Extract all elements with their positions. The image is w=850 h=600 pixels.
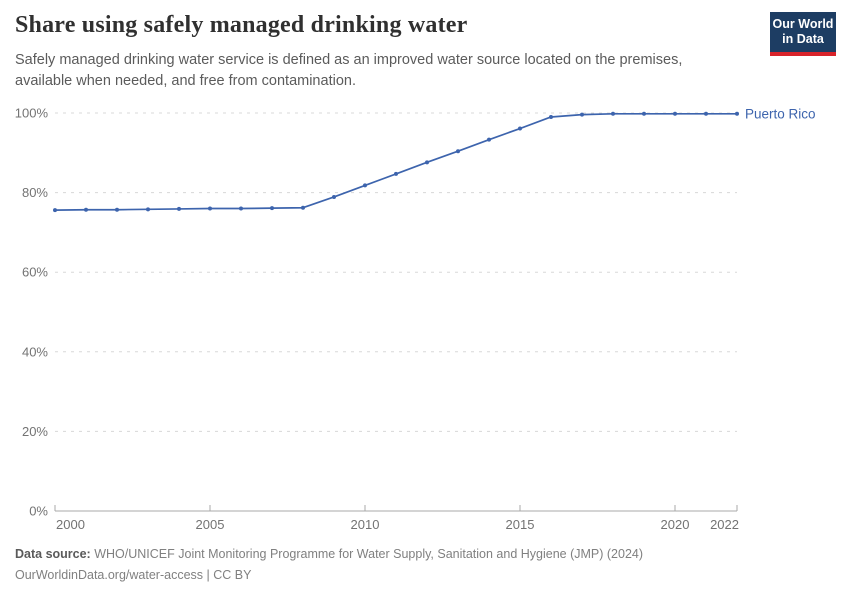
data-source-label: Data source: bbox=[15, 547, 91, 561]
data-point[interactable] bbox=[735, 112, 739, 116]
x-axis-tick-label: 2015 bbox=[505, 517, 535, 532]
page-title: Share using safely managed drinking water bbox=[15, 12, 468, 38]
data-point[interactable] bbox=[84, 208, 88, 212]
data-point[interactable] bbox=[177, 207, 181, 211]
y-axis-tick-label: 60% bbox=[21, 264, 48, 280]
chart-footer bbox=[15, 544, 643, 586]
data-point[interactable] bbox=[611, 112, 615, 116]
y-axis-tick-label: 0% bbox=[29, 503, 48, 519]
data-point[interactable] bbox=[642, 112, 646, 116]
data-point[interactable] bbox=[704, 112, 708, 116]
data-source-line bbox=[15, 544, 643, 565]
chart-svg bbox=[0, 96, 850, 546]
owid-logo[interactable] bbox=[770, 12, 836, 56]
series-line-puerto-rico[interactable] bbox=[55, 114, 737, 210]
data-point[interactable] bbox=[425, 160, 429, 164]
data-point[interactable] bbox=[208, 207, 212, 211]
attribution-line[interactable]: OurWorldinData.org/water-access | CC BY bbox=[15, 568, 252, 582]
x-axis-tick-label: 2010 bbox=[350, 517, 380, 532]
data-point[interactable] bbox=[518, 127, 522, 131]
y-axis-tick-label: 80% bbox=[21, 185, 48, 201]
data-point[interactable] bbox=[580, 113, 584, 117]
data-point[interactable] bbox=[487, 138, 491, 142]
data-point[interactable] bbox=[673, 112, 677, 116]
y-axis-tick-label: 40% bbox=[21, 344, 48, 360]
series-end-label[interactable]: Puerto Rico bbox=[745, 106, 816, 122]
data-point[interactable] bbox=[146, 207, 150, 211]
x-axis-tick-label: 2000 bbox=[56, 517, 85, 532]
chart-subtitle: Safely managed drinking water service is defined as an improved water source located on the premises, available when needed, and free from contamination. bbox=[15, 52, 683, 89]
y-axis-tick-label: 100% bbox=[14, 105, 48, 121]
data-point[interactable] bbox=[394, 172, 398, 176]
owid-logo-line2: in Data bbox=[782, 32, 824, 46]
data-point[interactable] bbox=[332, 195, 336, 199]
data-point[interactable] bbox=[239, 207, 243, 211]
x-axis-tick-label: 2005 bbox=[195, 517, 225, 532]
data-point[interactable] bbox=[53, 208, 57, 212]
data-source-text: WHO/UNICEF Joint Monitoring Programme for Water Supply, Sanitation and Hygiene (JMP) (2024) bbox=[94, 547, 644, 561]
data-point[interactable] bbox=[363, 183, 367, 187]
owid-logo-line1: Our World bbox=[772, 17, 834, 31]
data-point[interactable] bbox=[549, 115, 553, 119]
data-point[interactable] bbox=[270, 206, 274, 210]
y-axis-tick-label: 20% bbox=[21, 423, 48, 439]
data-point[interactable] bbox=[301, 206, 305, 210]
x-axis-tick-label: 2022 bbox=[710, 517, 739, 532]
data-point[interactable] bbox=[115, 208, 119, 212]
x-axis-tick-label: 2020 bbox=[660, 517, 690, 532]
data-point[interactable] bbox=[456, 149, 460, 153]
